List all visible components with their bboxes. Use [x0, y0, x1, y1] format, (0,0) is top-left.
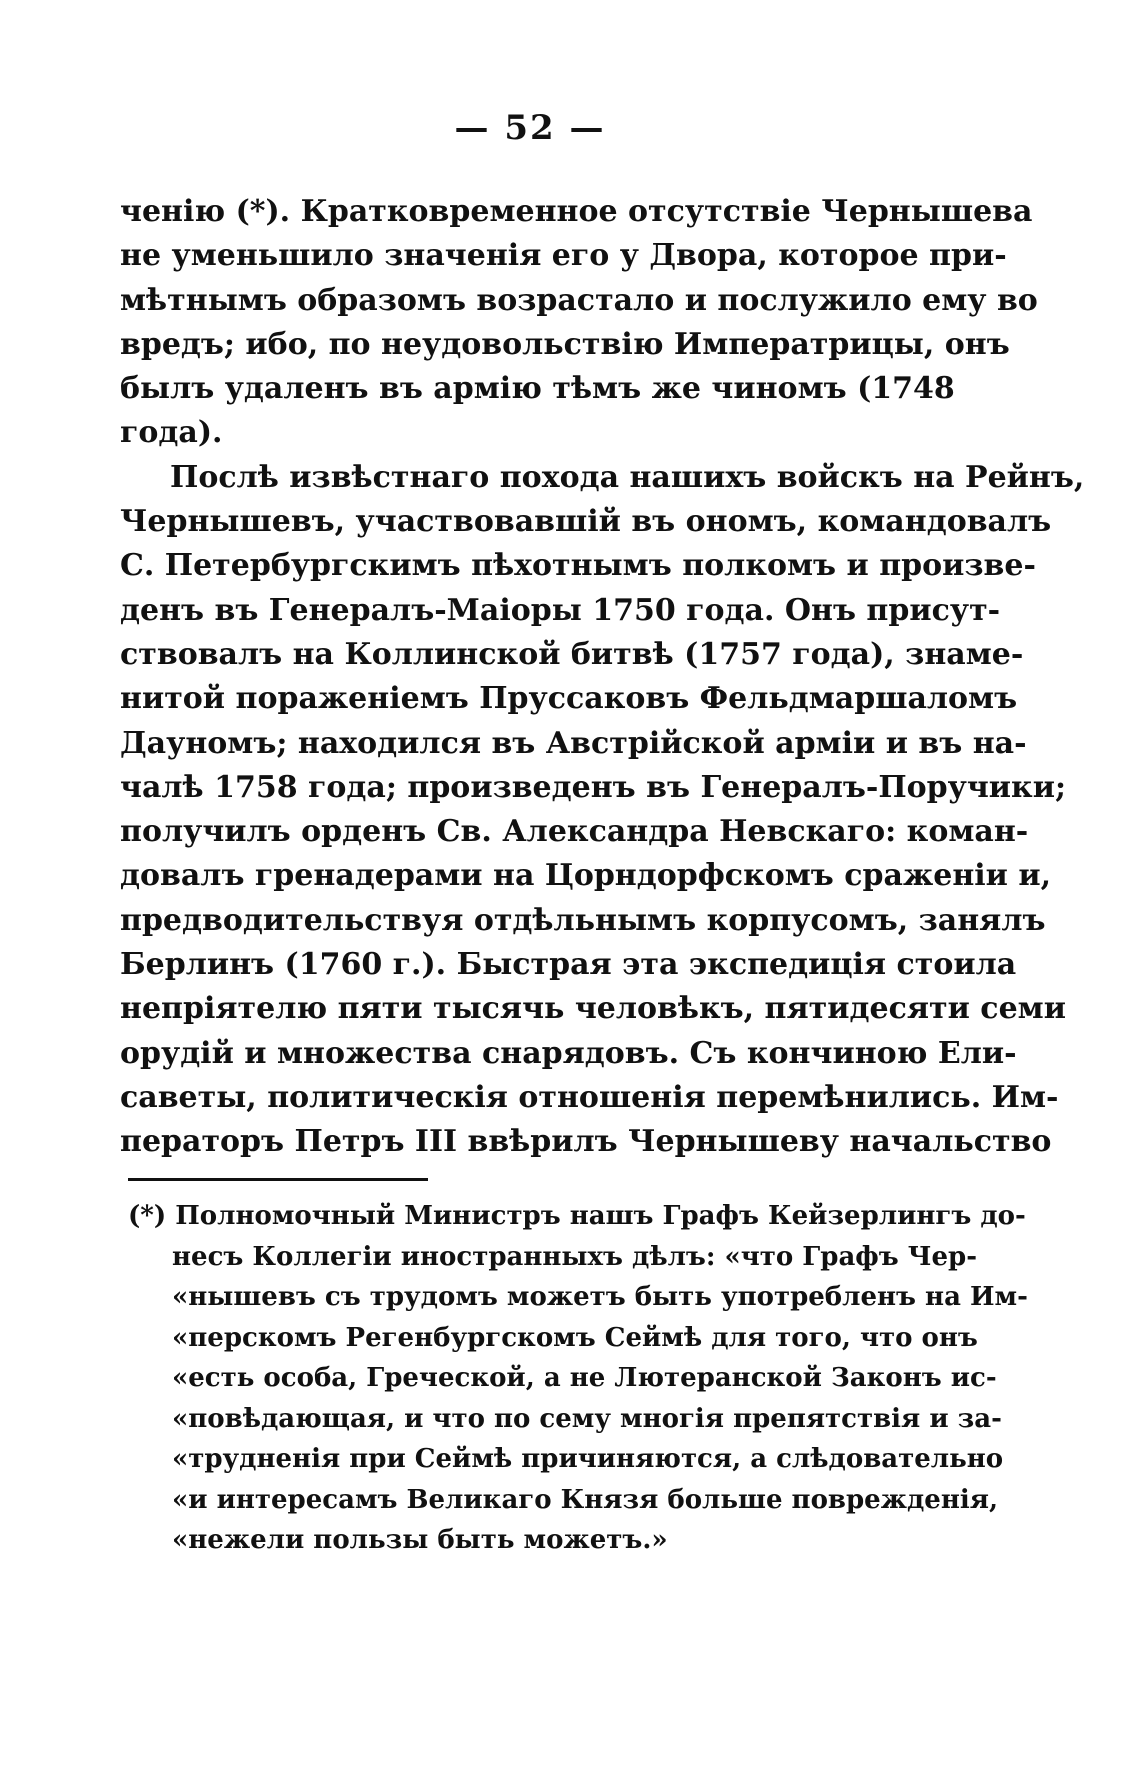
footnote-line: «нежели пользы быть можетъ.»: [172, 1525, 668, 1555]
text-line: С. Петербургскимъ пѣхотнымъ полкомъ и произве-: [120, 548, 1036, 584]
text-line: вредъ; ибо, по неудовольствію Императрицы, онъ: [120, 326, 1010, 362]
footnote-line: «нышевъ съ трудомъ можетъ быть употребленъ на Им-: [172, 1282, 1028, 1312]
footnote-line: несъ Коллегіи иностранныхъ дѣлъ: «что Графъ Чер-: [172, 1241, 977, 1272]
text-line: Дауномъ; находился въ Австрійской арміи и въ на-: [120, 725, 1027, 761]
text-line: Берлинъ (1760 г.). Быстрая эта экспедиція стоила: [120, 947, 1017, 983]
text-line: былъ удаленъ въ армію тѣмъ же чиномъ (1748: [120, 371, 955, 407]
footnote-line: «есть особа, Греческой, а не Лютеранской Законъ ис-: [172, 1363, 997, 1393]
text-line: орудій и множества снарядовъ. Съ кончиною Ели-: [120, 1035, 1017, 1071]
text-line: ператоръ Петръ III ввѣрилъ Чернышеву начальство: [120, 1124, 1052, 1160]
text-line: непріятелю пяти тысячь человѣкъ, пятидесяти семи: [120, 991, 1066, 1027]
text-line: Послѣ извѣстнаго похода нашихъ войскъ на Рейнъ,: [170, 459, 1085, 495]
text-line: не уменьшило значенія его у Двора, которое при-: [120, 238, 1007, 274]
footnote: [128, 1196, 1028, 1561]
main-text: [120, 190, 1085, 1165]
text-line: саветы, политическія отношенія перемѣнились. Им-: [120, 1079, 1059, 1115]
footnote-line: «и интересамъ Великаго Князя больше поврежденія,: [172, 1484, 999, 1515]
text-line: довалъ гренадерами на Цорндорфскомъ сраженіи и,: [120, 858, 1052, 894]
text-line: денъ въ Генералъ-Маіоры 1750 года. Онъ присут-: [120, 592, 1001, 628]
text-line: получилъ орденъ Св. Александра Невскаго: коман-: [120, 814, 1029, 850]
text-line: нитой пораженіемъ Пруссаковъ Фельдмаршаломъ: [120, 681, 1018, 717]
footnote-line: «повѣдающая, и что по сему многія препятствія и за-: [172, 1403, 1002, 1434]
text-line: мѣтнымъ образомъ возрастало и послужило ему во: [120, 282, 1038, 318]
text-line: чалѣ 1758 года; произведенъ въ Генералъ-Поручики;: [120, 769, 1067, 805]
footnote-line: (*) Полномочный Министръ нашъ Графъ Кейзерлингъ до-: [128, 1201, 1026, 1231]
text-line: ствовалъ на Коллинской битвѣ (1757 года), знаме-: [120, 636, 1024, 672]
footnote-divider: [128, 1178, 428, 1181]
page-number: — 52 —: [454, 108, 606, 148]
footnote-line: «перскомъ Регенбургскомъ Сеймѣ для того, что онъ: [172, 1322, 978, 1353]
text-line: Чернышевъ, участвовавшій въ ономъ, командовалъ: [120, 504, 1052, 540]
text-line: ченію (*). Кратковременное отсутствіе Чернышева: [120, 194, 1033, 229]
text-line: года).: [120, 415, 223, 451]
footnote-line: «трудненія при Сеймѣ причиняются, а слѣдовательно: [172, 1444, 1004, 1474]
text-line: предводительствуя отдѣльнымъ корпусомъ, занялъ: [120, 902, 1046, 938]
